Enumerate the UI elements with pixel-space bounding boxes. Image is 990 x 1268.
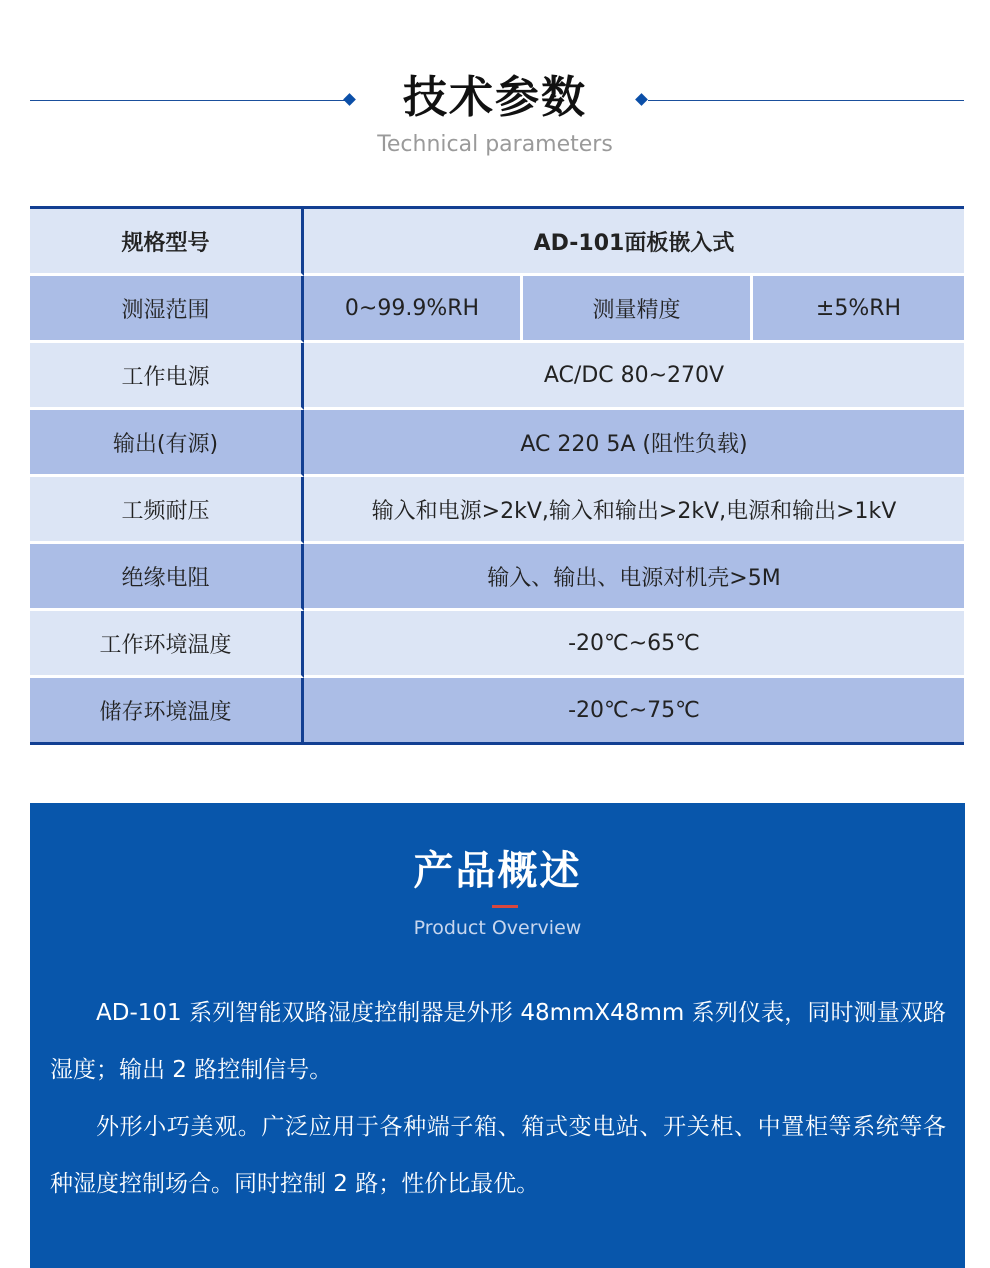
table-row — [30, 477, 964, 544]
row-value: -20℃~65℃ — [304, 611, 964, 678]
table-row — [30, 343, 964, 410]
table-row — [30, 209, 964, 276]
row-value: 输入和电源>2kV,输入和输出>2kV,电源和输出>1kV — [304, 477, 964, 544]
row-label: 绝缘电阻 — [30, 544, 304, 611]
row-value: 0~99.9%RH — [304, 276, 520, 343]
table-row — [30, 276, 964, 343]
row-label: 规格型号 — [30, 209, 304, 276]
table-row — [30, 410, 964, 477]
table-row — [30, 678, 964, 742]
row-label: 测湿范围 — [30, 276, 304, 343]
row-label: 工频耐压 — [30, 477, 304, 544]
row-value: AC 220 5A (阻性负载) — [304, 410, 964, 477]
section-subtitle: Technical parameters — [377, 132, 613, 157]
overview-body — [50, 985, 946, 1213]
row-value: AD-101面板嵌入式 — [304, 209, 964, 276]
row-value: -20℃~75℃ — [304, 678, 964, 742]
row-label: 储存环境温度 — [30, 678, 304, 742]
divider-line-right — [648, 100, 964, 101]
product-overview-section — [30, 803, 965, 1268]
section-title: 技术参数 — [403, 72, 587, 123]
table-row — [30, 611, 964, 678]
title-accent-bar — [492, 905, 518, 908]
overview-subtitle: Product Overview — [413, 917, 582, 939]
row-value: AC/DC 80~270V — [304, 343, 964, 410]
spec-table — [30, 206, 964, 745]
overview-paragraph: 外形小巧美观。广泛应用于各种端子箱、箱式变电站、开关柜、中置柜等系统等各种湿度控制场合。同时控制 2 路；性价比最优。 — [50, 1114, 946, 1197]
row-label: 测量精度 — [520, 276, 750, 343]
row-label: 输出(有源) — [30, 410, 304, 477]
table-row — [30, 544, 964, 611]
row-value: ±5%RH — [750, 276, 964, 343]
row-value: 输入、输出、电源对机壳>5M — [304, 544, 964, 611]
overview-title: 产品概述 — [413, 848, 582, 894]
row-label: 工作电源 — [30, 343, 304, 410]
tech-params-header — [0, 0, 990, 200]
overview-paragraph: AD-101 系列智能双路湿度控制器是外形 48mmX48mm 系列仪表，同时测量双路湿度；输出 2 路控制信号。 — [50, 1000, 946, 1083]
row-label: 工作环境温度 — [30, 611, 304, 678]
